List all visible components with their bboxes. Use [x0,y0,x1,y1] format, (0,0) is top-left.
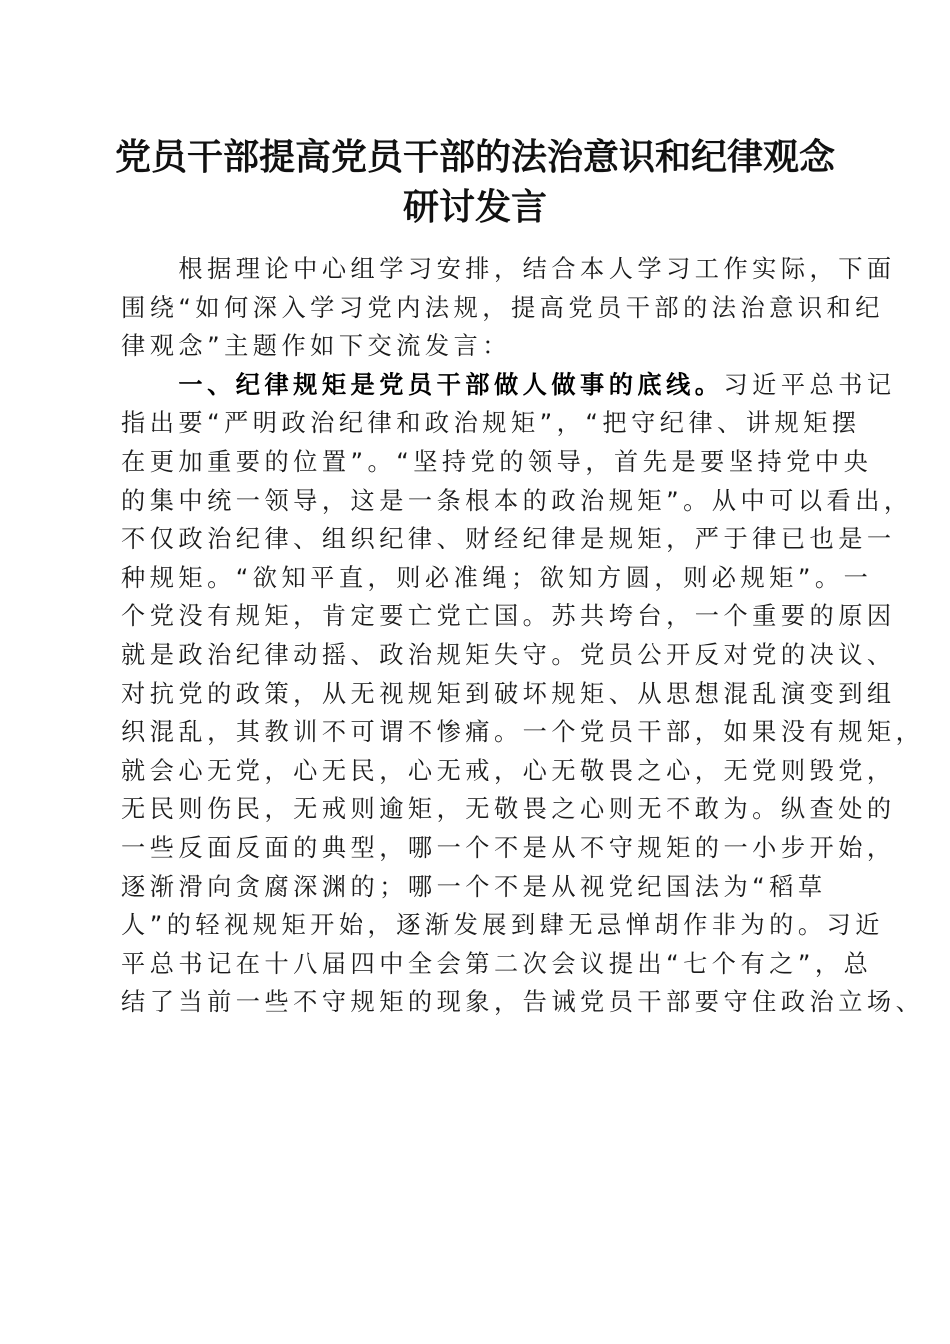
body-line: 无民则伤民，无戒则逾矩，无敬畏之心则无不敢为。纵查处的 [121,795,896,824]
document-title [100,132,850,232]
body-line: 织混乱，其教训不可谓不惨痛。一个党员干部，如果没有规矩， [121,718,925,747]
body-line: 在更加重要的位置”。“坚持党的领导，首先是要坚持党中央 [121,447,873,476]
section-heading-line [121,366,896,405]
body-line: 根据理论中心组学习安排，结合本人学习工作实际，下面 [121,255,896,283]
body-line: 个党没有规矩，肯定要亡党亡国。苏共垮台，一个重要的原因 [121,602,896,631]
document-body [121,250,925,1022]
body-line: 就是政治纪律动摇、政治规矩失守。党员公开反对党的决议、 [121,640,896,669]
body-line: 围绕“如何深入学习党内法规，提高党员干部的法治意识和纪 [121,293,884,322]
body-line: 种规矩。“欲知平直，则必准绳；欲知方圆，则必规矩”。一 [121,563,873,592]
body-line: 就会心无党，心无民，心无戒，心无敬畏之心，无党则毁党， [121,756,896,785]
body-line: 平总书记在十八届四中全会第二次会议提出“七个有之”，总 [121,949,873,978]
body-line: 对抗党的政策，从无视规矩到破坏规矩、从思想混乱演变到组 [121,679,896,708]
section-heading: 一、纪律规矩是党员干部做人做事的底线。 [178,370,724,399]
title-line-2: 研讨发言 [402,186,547,228]
body-line: 结了当前一些不守规矩的现象，告诫党员干部要守住政治立场、 [121,988,925,1017]
section-heading-rest: 习近平总书记 [723,370,896,399]
section-indent [121,371,178,399]
body-line: 律观念”主题作如下交流发言： [121,332,511,361]
body-line: 指出要“严明政治纪律和政治规矩”，“把守纪律、讲规矩摆 [121,409,861,438]
body-line: 逐渐滑向贪腐深渊的；哪一个不是从视党纪国法为“稻草 [121,872,827,901]
body-line: 一些反面反面的典型，哪一个不是从不守规矩的一小步开始， [121,833,896,862]
body-line: 不仅政治纪律、组织纪律、财经纪律是规矩，严于律已也是一 [121,525,896,554]
title-line-1: 党员干部提高党员干部的法治意识和纪律观念 [114,136,835,178]
body-line: 的集中统一领导，这是一条根本的政治规矩”。从中可以看出， [121,486,913,515]
body-line: 人”的轻视规矩开始，逐渐发展到肆无忌惮胡作非为的。习近 [121,911,884,940]
